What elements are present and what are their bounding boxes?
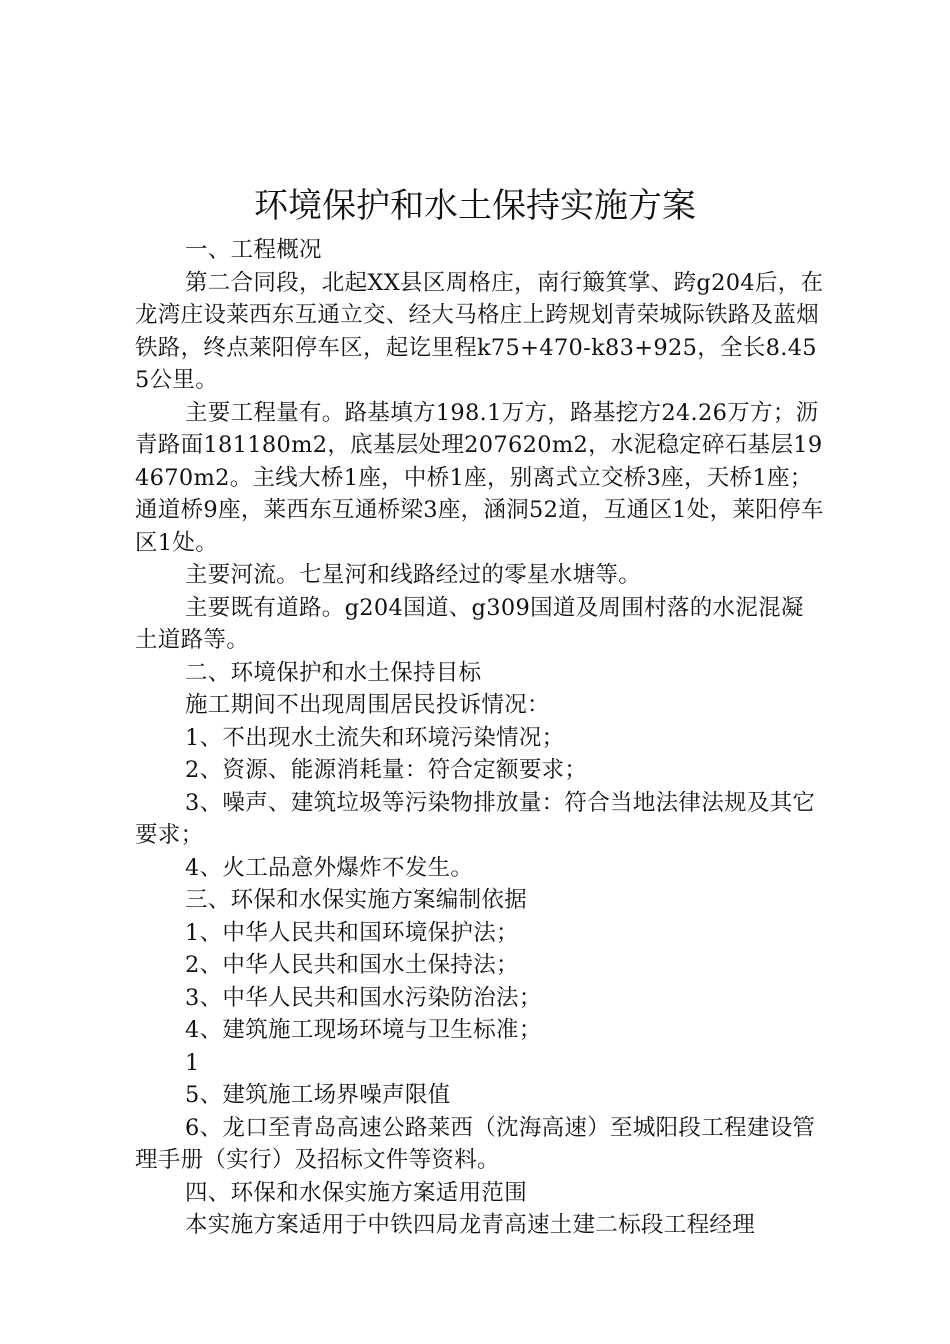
list-item-basis-2: 2、中华人民共和国水土保持法； <box>185 952 519 978</box>
list-item-basis-3: 3、中华人民共和国水污染防治法； <box>185 984 542 1011</box>
list-item-basis-5: 5、建筑施工场界噪声限值 <box>185 1082 451 1108</box>
list-item-objective-2: 2、资源、能源消耗量：符合定额要求； <box>185 757 588 783</box>
list-item-objective-3: 3、噪声、建筑垃圾等污染物排放量：符合当地法律法规及其它要求； <box>135 789 816 848</box>
list-item-objective-1: 1、不出现水土流失和环境污染情况； <box>185 724 565 751</box>
paragraph-scope: 本实施方案适用于中铁四局龙青高速土建二标段工程经理 <box>185 1212 756 1238</box>
list-item-basis-4: 4、建筑施工现场环境与卫生标准； <box>185 1017 542 1043</box>
list-item-basis-1: 1、中华人民共和国环境保护法； <box>185 919 519 946</box>
paragraph-main-rivers: 主要河流。七星河和线路经过的零星水塘等。 <box>185 562 642 588</box>
paragraph-existing-roads: 主要既有道路。g204国道、g309国道及周围村落的水泥混凝土道路等。 <box>135 594 804 653</box>
page-number: 1 <box>185 1049 200 1076</box>
document-title: 环境保护和水土保持实施方案 <box>254 186 696 226</box>
paragraph-main-quantities: 主要工程量有。路基填方198.1万方，路基挖方24.26万方；沥青路面181180m2，底基层处理207620m2，水泥稳定碎石基层194670m2。主线大桥1座，中桥1座，别离式立交桥3座，天桥1座；通道桥9座，莱西东互通桥梁3座，涵洞52道，互通区1处，莱阳停车区1处。 <box>135 399 824 556</box>
section-heading-scope: 四、环保和水保实施方案适用范围 <box>185 1179 528 1206</box>
list-item-objective-4: 4、火工品意外爆炸不发生。 <box>185 854 474 881</box>
paragraph-contract-section: 第二合同段，北起XX县区周格庄，南行簸箕掌、跨g204后，在龙湾庄设莱西东互通立交、经大马格庄上跨规划青荣城际铁路及蓝烟铁路，终点莱阳停车区，起讫里程k75+470-k83+925，全长8.455公里。 <box>135 269 824 393</box>
paragraph-no-complaints: 施工期间不出现周围居民投诉情况： <box>185 692 550 718</box>
section-heading-objectives: 二、环境保护和水土保持目标 <box>185 659 482 686</box>
section-heading-overview: 一、工程概况 <box>185 237 322 263</box>
section-heading-basis: 三、环保和水保实施方案编制依据 <box>185 887 528 913</box>
list-item-basis-6: 6、龙口至青岛高速公路莱西（沈海高速）至城阳段工程建设管理手册（实行）及招标文件等资料。 <box>135 1114 816 1173</box>
document-body <box>135 234 825 1242</box>
